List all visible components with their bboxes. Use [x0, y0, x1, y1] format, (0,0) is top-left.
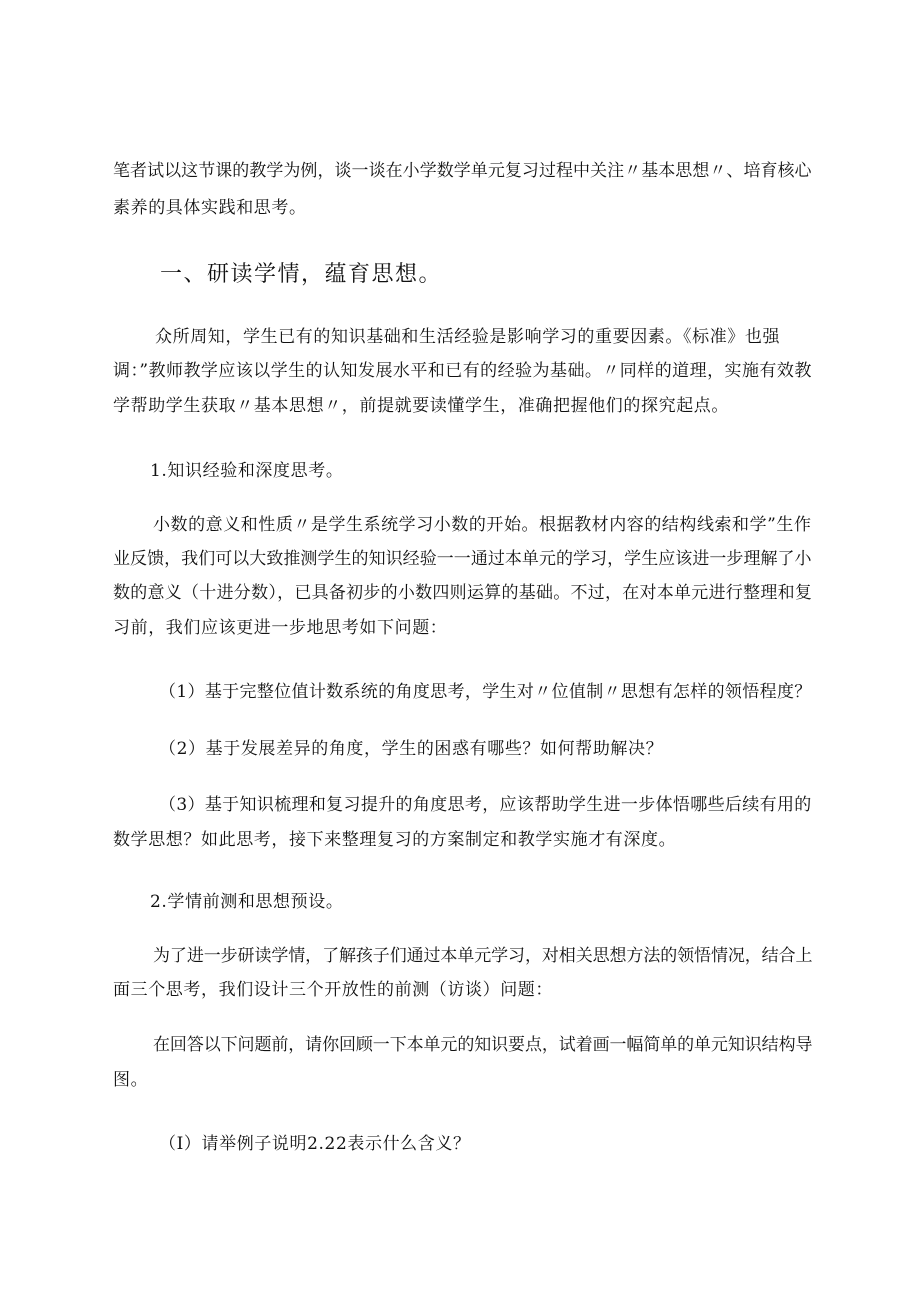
question-item: （1）基于完整位值计数系统的角度思考，学生对〃位值制〃思想有怎样的领悟程度？ — [159, 682, 812, 702]
question-item: （3）基于知识梳理和复习提升的角度思考，应该帮助学生进一步体悟哪些后续有用的 — [159, 795, 812, 815]
paragraph-line: 学帮助学生获取〃基本思想〃，前提就要读懂学生，准确把握他们的探究起点。 — [113, 396, 729, 416]
paragraph-line: 面三个思考，我们设计三个开放性的前测（访谈）问题： — [113, 980, 553, 1000]
intro-line-2: 素养的具体实践和思考。 — [113, 198, 307, 218]
paragraph-line: 为了进一步研读学情，了解孩子们通过本单元学习，对相关思想方法的领悟情况，结合上 — [153, 946, 813, 966]
paragraph-line: 众所周知，学生已有的知识基础和生活经验是影响学习的重要因素。《标准》也强 — [155, 327, 781, 347]
paragraph-line: 小数的意义和性质〃是学生系统学习小数的开始。根据教材内容的结构线索和学”生作 — [153, 515, 812, 535]
section-heading: 一、研读学情，蕴育思想。 — [160, 262, 443, 287]
paragraph-line: 图。 — [113, 1070, 149, 1090]
question-item: （I）请举例子说明2.22表示什么含义？ — [159, 1134, 471, 1154]
paragraph-line: 业反馈，我们可以大致推测学生的知识经验一一通过本单元的学习，学生应该进一步理解了小 — [113, 549, 812, 569]
intro-line-1: 笔者试以这节课的教学为例，谈一谈在小学数学单元复习过程中关注〃基本思想〃、培育核心 — [113, 161, 812, 181]
question-item: 数学思想？如此思考，接下来整理复习的方案制定和教学实施才有深度。 — [113, 830, 677, 850]
subsection-title: 1.知识经验和深度思考。 — [150, 461, 344, 481]
subsection-title: 2.学情前测和思想预设。 — [150, 892, 344, 912]
paragraph-line: 在回答以下问题前，请你回顾一下本单元的知识要点，试着画一幅简单的单元知识结构导 — [153, 1035, 813, 1055]
paragraph-line: 习前，我们应该更进一步地思考如下问题： — [113, 618, 448, 638]
paragraph-line: 调：”教师教学应该以学生的认知发展水平和已有的经验为基础。〃同样的道理，实施有效教 — [113, 361, 812, 381]
paragraph-line: 数的意义（十进分数），已具备初步的小数四则运算的基础。不过，在对本单元进行整理和复 — [113, 583, 813, 603]
question-item: （2）基于发展差异的角度，学生的困惑有哪些？如何帮助解决？ — [159, 739, 664, 759]
